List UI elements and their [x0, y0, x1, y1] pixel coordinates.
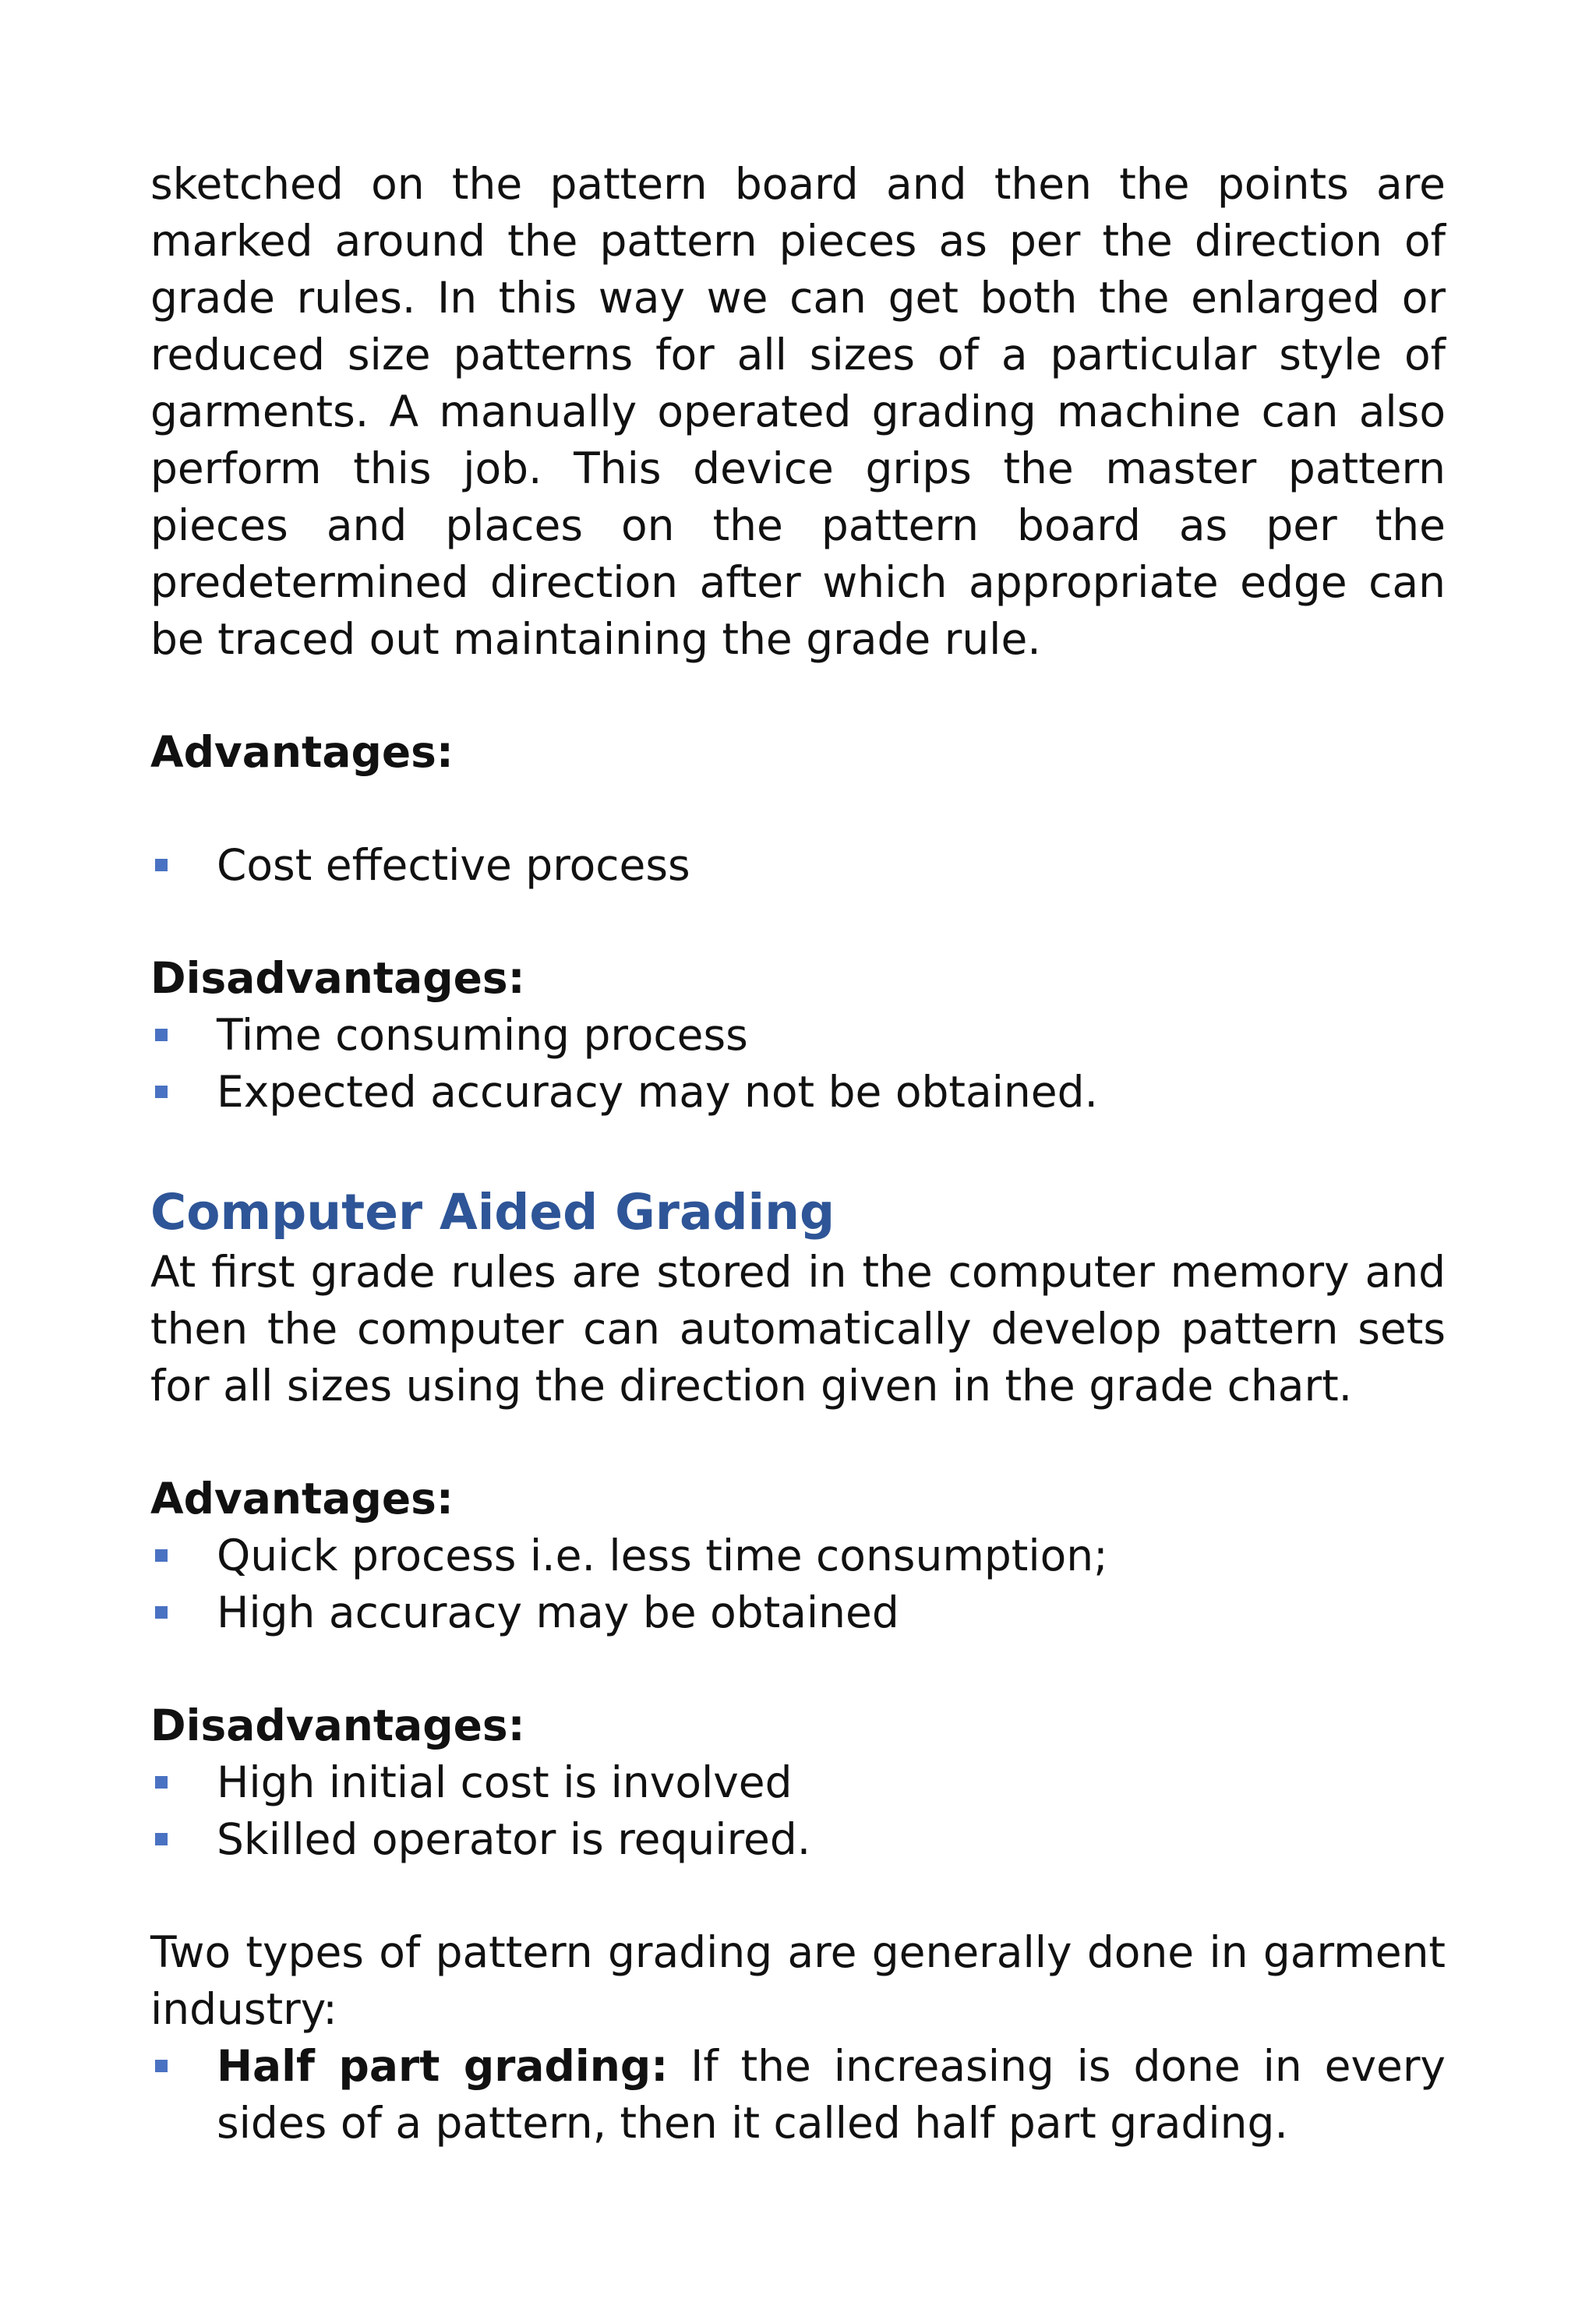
manual-disadvantages-heading: Disadvantages:	[150, 953, 525, 1003]
square-bullet-icon	[155, 1833, 168, 1845]
term-label: Half part grading:	[217, 2041, 669, 2091]
computer-advantages-heading: Advantages:	[150, 1474, 454, 1524]
list-item: Expected accuracy may not be obtained.	[150, 1064, 1446, 1121]
manual-advantages-heading: Advantages:	[150, 727, 454, 777]
manual-disadvantages-list	[150, 1007, 1446, 1121]
computer-disadvantages-heading: Disadvantages:	[150, 1700, 525, 1750]
list-item: High accuracy may be obtained	[150, 1584, 1446, 1641]
types-list	[150, 2038, 1446, 2152]
list-item: Cost effective process	[150, 837, 1446, 894]
square-bullet-icon	[155, 1606, 168, 1619]
types-intro: Two types of pattern grading are generally done in garment industry:	[150, 1927, 1446, 2034]
list-item	[150, 2038, 1446, 2152]
list-item: Skilled operator is required.	[150, 1811, 1446, 1868]
document-page	[150, 156, 1446, 2152]
square-bullet-icon	[155, 2060, 168, 2072]
square-bullet-icon	[155, 1549, 168, 1562]
computer-paragraph: At first grade rules are stored in the computer memory and then the computer can automatically develop pattern sets for all sizes using the direction given in the grade chart.	[150, 1247, 1446, 1411]
section-title: Computer Aided Grading	[150, 1184, 835, 1241]
list-item: Quick process i.e. less time consumption;	[150, 1527, 1446, 1584]
list-item: High initial cost is involved	[150, 1754, 1446, 1811]
manual-advantages-list	[150, 837, 1446, 894]
square-bullet-icon	[155, 859, 168, 871]
list-item: Time consuming process	[150, 1007, 1446, 1064]
square-bullet-icon	[155, 1776, 168, 1789]
square-bullet-icon	[155, 1029, 168, 1041]
computer-disadvantages-list	[150, 1754, 1446, 1868]
square-bullet-icon	[155, 1086, 168, 1098]
intro-paragraph: sketched on the pattern board and then the points are marked around the pattern pieces as per the direction of grade rules. In this way we can get both the enlarged or reduced size patterns for all sizes of a particular style of garments. A manually operated grading machine can also perform this job. This device grips the master pattern pieces and places on the pattern board as per the predetermined direction after which appropriate edge can be traced out maintaining the grade rule.	[150, 159, 1446, 664]
term-description: If the increasing is done in every sides of a pattern, then it called half part grading.	[217, 2041, 1446, 2148]
computer-advantages-list	[150, 1527, 1446, 1641]
